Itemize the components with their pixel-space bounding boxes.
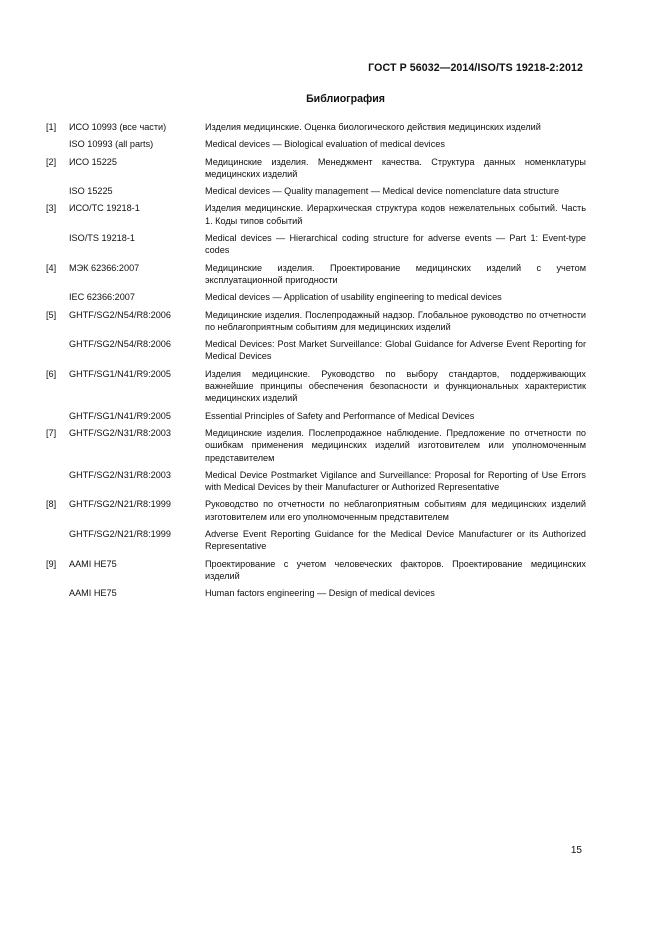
entry-code: GHTF/SG2/N31/R8:2003 bbox=[69, 469, 171, 480]
entry-number bbox=[46, 338, 69, 363]
bibliography-entry bbox=[46, 156, 586, 181]
entry-description: Изделия медицинские. Оценка биологического действия медицинских изделий bbox=[205, 122, 541, 132]
entry-code: GHTF/SG1/N41/R9:2005 bbox=[69, 410, 171, 421]
entry-description: Медицинские изделия. Менеджмент качества. Структура данных номенклатуры медицинских изделий bbox=[205, 156, 586, 179]
bibliography-entry bbox=[46, 410, 586, 422]
bibliography-entry bbox=[46, 469, 586, 494]
entry-description: Медицинские изделия. Проектирование медицинских изделий с учетом эксплуатационной пригодности bbox=[205, 262, 586, 285]
entry-description: Medical Devices: Post Market Surveillance: Global Guidance for Adverse Event Reporting for Medical Devices bbox=[205, 339, 586, 362]
entry-number: [9] bbox=[46, 558, 57, 569]
entry-description: Медицинские изделия. Послепродажный надзор. Глобальное руководство по отчетности по неблагоприятным событиям для медицинских изделий bbox=[205, 309, 586, 332]
entry-description: Изделия медицинские. Иерархическая структура кодов нежелательных событий. Часть 1. Коды типов событий bbox=[205, 203, 586, 226]
entry-code: IEC 62366:2007 bbox=[69, 292, 135, 303]
page-title: Библиография bbox=[306, 93, 385, 105]
bibliography-entry bbox=[46, 262, 586, 287]
bibliography-list bbox=[46, 121, 586, 600]
entry-number bbox=[46, 410, 69, 422]
entry-number: [6] bbox=[46, 368, 57, 379]
entry-number bbox=[46, 138, 69, 150]
entry-description: Medical devices — Application of usability engineering to medical devices bbox=[205, 292, 502, 303]
standard-header: ГОСТ Р 56032—2014/ISO/TS 19218-2:2012 bbox=[368, 62, 583, 74]
entry-code: GHTF/SG1/N41/R9:2005 bbox=[69, 368, 171, 379]
entry-number: [1] bbox=[46, 122, 57, 132]
entry-number bbox=[46, 528, 69, 553]
bibliography-entry bbox=[46, 121, 586, 133]
entry-number bbox=[46, 469, 69, 494]
entry-code: ISO/TS 19218-1 bbox=[69, 233, 135, 244]
entry-number bbox=[46, 232, 69, 257]
bibliography-entry bbox=[46, 232, 586, 257]
entry-description: Изделия медицинские. Руководство по выбору стандартов, поддерживающих важнейшие принципы обеспечения безопасности и функциональных характеристик медицинских изделий bbox=[205, 368, 586, 404]
entry-code: GHTF/SG2/N21/R8:1999 bbox=[69, 529, 171, 540]
entry-code: ISO 15225 bbox=[69, 186, 113, 197]
bibliography-entry bbox=[46, 558, 586, 583]
page-number: 15 bbox=[570, 845, 582, 856]
entry-code: GHTF/SG2/N54/R8:2006 bbox=[69, 339, 171, 350]
entry-description: Medical devices — Hierarchical coding structure for adverse events — Part 1: Event-type codes bbox=[205, 233, 586, 256]
bibliography-entry bbox=[46, 587, 586, 599]
entry-description: Проектирование с учетом человеческих факторов. Проектирование медицинских изделий bbox=[205, 558, 586, 581]
entry-number bbox=[46, 587, 69, 599]
entry-code: AAMI HE75 bbox=[69, 588, 117, 599]
bibliography-entry bbox=[46, 427, 586, 464]
bibliography-entry bbox=[46, 202, 586, 227]
entry-number: [2] bbox=[46, 156, 57, 167]
entry-code: ИСО/ТС 19218-1 bbox=[69, 203, 140, 214]
entry-description: Medical devices — Biological evaluation of medical devices bbox=[205, 139, 445, 150]
entry-description: Медицинские изделия. Послепродажное наблюдение. Предложение по отчетности по ошибкам применения медицинских изделий изготовителем или уполномоченным представителем bbox=[205, 427, 586, 463]
bibliography-entry bbox=[46, 498, 586, 523]
entry-code: GHTF/SG2/N54/R8:2006 bbox=[69, 309, 171, 320]
entry-description: Medical devices — Quality management — Medical device nomenclature data structure bbox=[205, 186, 560, 197]
bibliography-entry bbox=[46, 528, 586, 553]
entry-number bbox=[46, 185, 69, 197]
bibliography-entry bbox=[46, 185, 586, 197]
entry-description: Essential Principles of Safety and Performance of Medical Devices bbox=[205, 410, 475, 421]
bibliography-entry bbox=[46, 368, 586, 405]
entry-number: [3] bbox=[46, 203, 57, 214]
entry-description: Adverse Event Reporting Guidance for the Medical Device Manufacturer or its Authorized Representative bbox=[205, 529, 586, 552]
entry-code: AAMI HE75 bbox=[69, 558, 117, 569]
entry-description: Руководство по отчетности по неблагоприятным событиям для медицинских изделий изготовителем или его уполномоченным представителем bbox=[205, 499, 586, 522]
entry-number: [5] bbox=[46, 309, 57, 320]
entry-number: [8] bbox=[46, 499, 57, 510]
entry-code: GHTF/SG2/N31/R8:2003 bbox=[69, 427, 171, 438]
entry-description: Human factors engineering — Design of medical devices bbox=[205, 588, 435, 599]
entry-number: [4] bbox=[46, 262, 57, 273]
entry-number bbox=[46, 291, 69, 303]
entry-description: Medical Device Postmarket Vigilance and Surveillance: Proposal for Reporting of Use Errors with Medical Devices by their Manufacturer or Authorized Representative bbox=[205, 469, 586, 493]
bibliography-entry bbox=[46, 138, 586, 150]
entry-number: [7] bbox=[46, 427, 57, 438]
entry-code: ИСО 10993 (все части) bbox=[69, 122, 167, 132]
entry-code: GHTF/SG2/N21/R8:1999 bbox=[69, 499, 171, 510]
bibliography-entry bbox=[46, 291, 586, 303]
bibliography-entry bbox=[46, 309, 586, 334]
entry-code: ISO 10993 (all parts) bbox=[69, 139, 154, 150]
bibliography-entry bbox=[46, 338, 586, 363]
entry-code: ИСО 15225 bbox=[69, 156, 117, 167]
entry-code: МЭК 62366:2007 bbox=[69, 262, 140, 273]
